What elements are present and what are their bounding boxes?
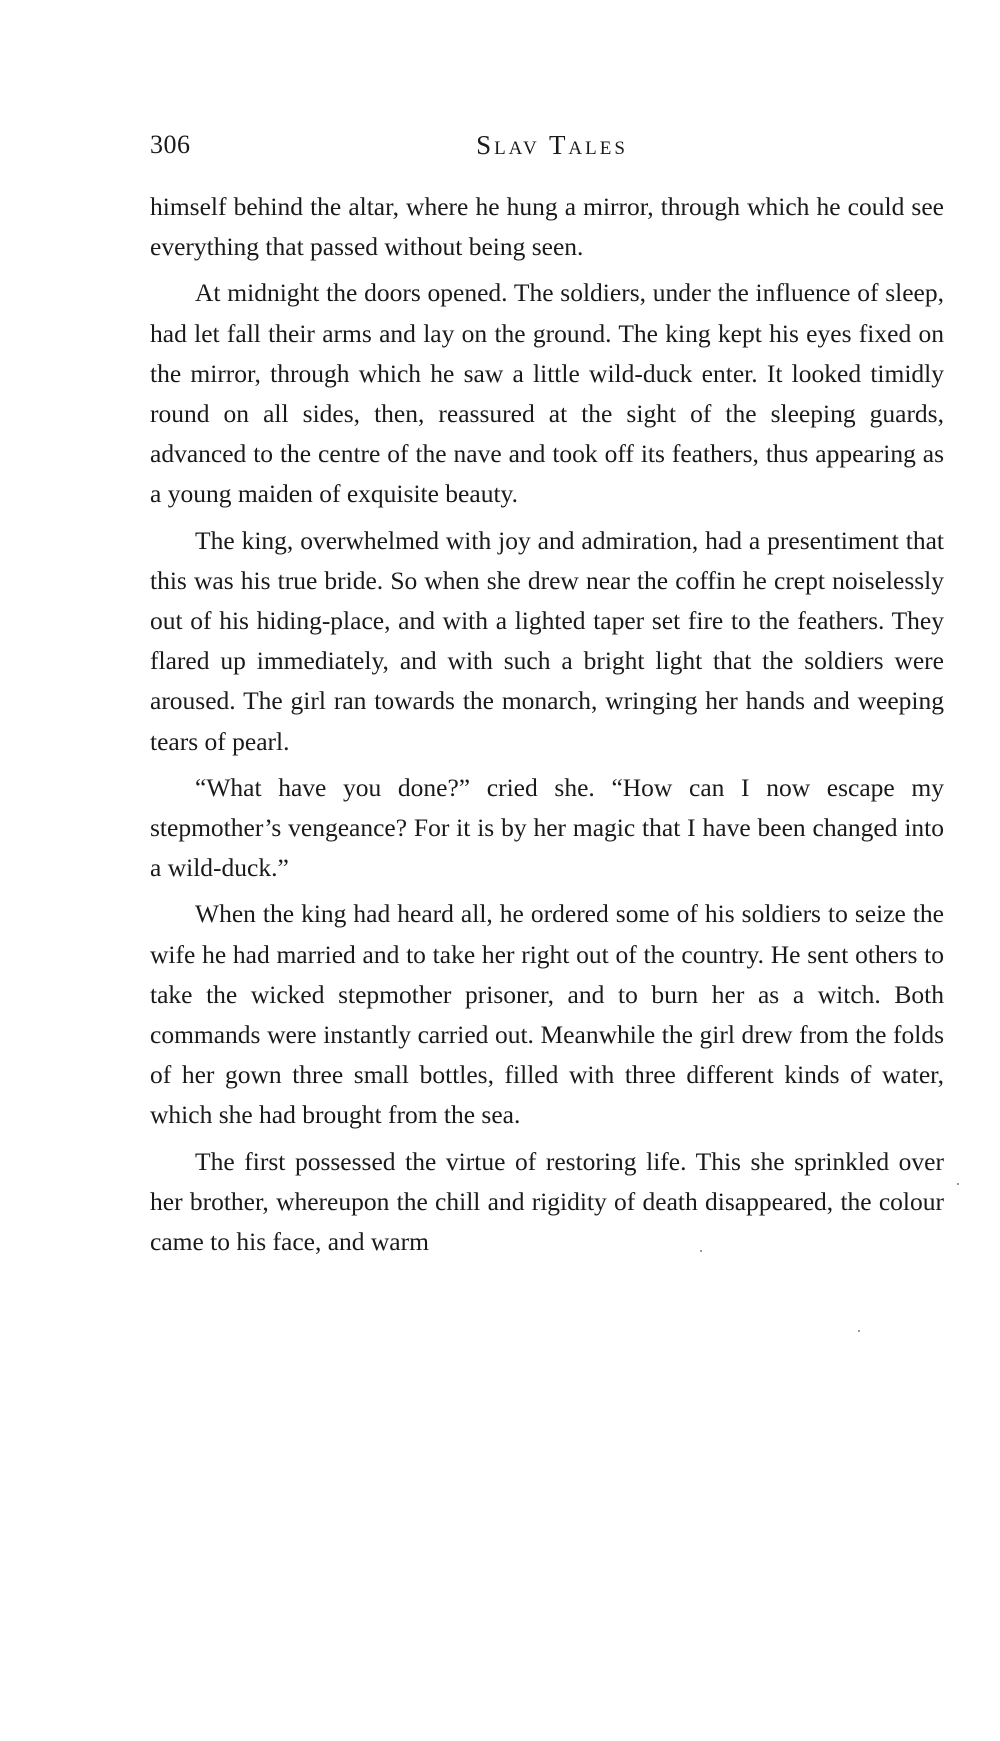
body-text <box>150 187 944 1262</box>
page-header <box>150 130 944 174</box>
running-title: Slav Tales <box>476 130 628 160</box>
paragraph-dialogue: “What have you done?” cried she. “How can I now escape my stepmother’s vengeance? For it is by her magic that I have been changed into a wild-duck.” <box>150 772 944 883</box>
paragraph-continuation: himself behind the altar, where he hung a mirror, through which he could see everything that passed without being seen. <box>150 192 944 262</box>
paragraph-king-orders: When the king had heard all, he ordered some of his soldiers to seize the wife he had married and to take her right out of the country. He sent others to take the wicked stepmother prisoner, and to burn her as a witch. Both commands were instantly carried out. Meanwhile the girl drew from the folds of her gown three small bottles, filled with three different kinds of water, which she had brought from the sea. <box>150 899 944 1130</box>
paper-speck <box>858 1330 860 1332</box>
paragraph-first-water: The first possessed the virtue of restoring life. This she sprinkled over her brother, whereupon the chill and rigidity of death disappeared, the colour came to his face, and warm <box>150 1146 944 1257</box>
paragraph-king-overwhelmed: The king, overwhelmed with joy and admiration, had a presentiment that this was his true bride. So when she drew near the coffin he crept noiselessly out of his hiding-place, and with a lighted taper set fire to the feathers. They flared up immediately, and with such a bright light that the soldiers were aroused. The girl ran towards the monarch, wringing her hands and weeping tears of pearl. <box>150 525 944 756</box>
paper-speck <box>957 1183 959 1185</box>
page-number: 306 <box>150 130 191 159</box>
paragraph-midnight: At midnight the doors opened. The soldiers, under the influence of sleep, had let fall their arms and lay on the ground. The king kept his eyes fixed on the mirror, through which he saw a little wild-duck enter. It looked timidly round on all sides, then, reassured at the sight of the sleeping guards, advanced to the centre of the nave and took off its feathers, thus appearing as a young maiden of exquisite beauty. <box>150 278 944 509</box>
paper-speck <box>700 1250 702 1252</box>
